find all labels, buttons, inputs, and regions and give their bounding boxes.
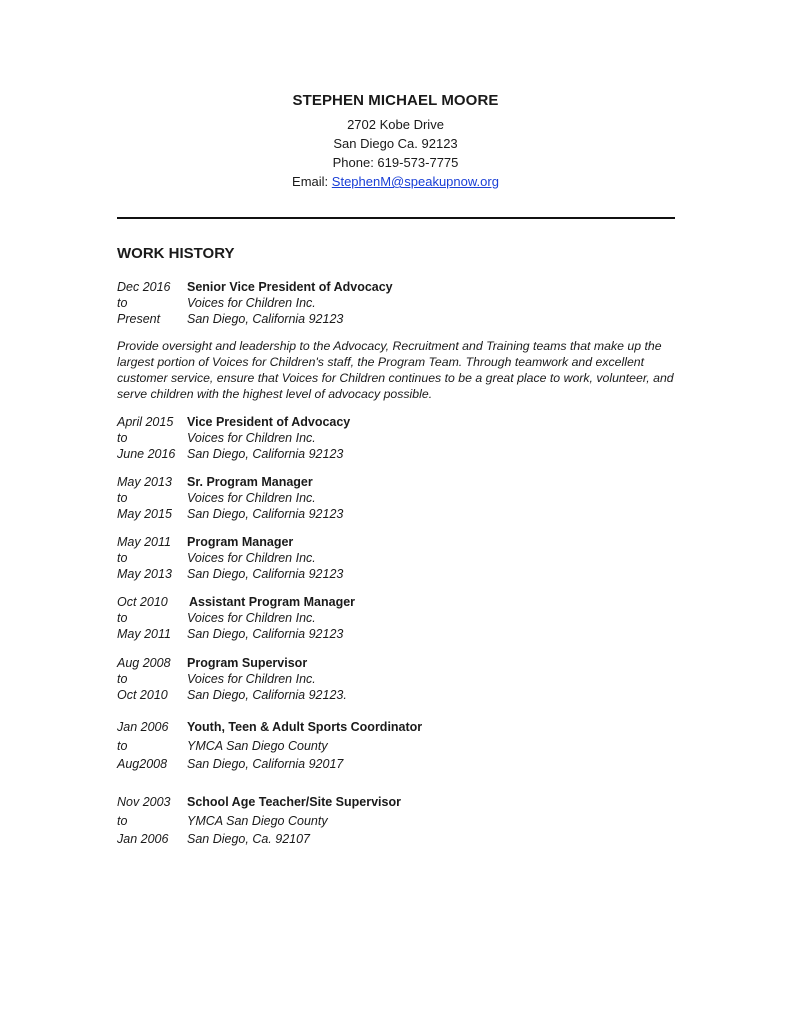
- job-title: Senior Vice President of Advocacy: [187, 280, 393, 294]
- resume-header: [0, 92, 791, 191]
- job-start-date: May 2013: [117, 475, 172, 489]
- job-to: to: [117, 296, 128, 310]
- job-entry: [117, 655, 677, 703]
- job-location: San Diego, California 92123: [187, 447, 344, 461]
- job-start-date: Aug 2008: [117, 656, 171, 670]
- job-organization: Voices for Children Inc.: [187, 551, 316, 565]
- email-link[interactable]: StephenM@speakupnow.org: [331, 174, 499, 189]
- header-divider: [117, 217, 675, 219]
- job-location: San Diego, California 92123: [187, 507, 344, 521]
- job-title: Assistant Program Manager: [189, 595, 356, 609]
- job-organization: YMCA San Diego County: [187, 738, 328, 753]
- job-to: to: [117, 672, 128, 686]
- job-location: San Diego, California 92017: [187, 757, 344, 771]
- job-location: San Diego, Ca. 92107: [187, 832, 311, 846]
- job-entry: [117, 279, 677, 327]
- job-title: School Age Teacher/Site Supervisor: [187, 795, 401, 809]
- job-end-date: Present: [117, 312, 161, 326]
- job-organization: Voices for Children Inc.: [187, 611, 316, 625]
- job-location: San Diego, California 92123: [187, 627, 344, 641]
- job-end-date: Jan 2006: [117, 832, 169, 846]
- job-title: Vice President of Advocacy: [187, 415, 351, 429]
- job-start-date: April 2015: [117, 415, 174, 429]
- job-title: Youth, Teen & Adult Sports Coordinator: [187, 720, 423, 734]
- job-organization: Voices for Children Inc.: [187, 296, 316, 310]
- job-organization: Voices for Children Inc.: [187, 491, 316, 505]
- job-start-date: May 2011: [117, 535, 171, 549]
- job-end-date: May 2011: [117, 627, 171, 641]
- job-start-date: Oct 2010: [117, 595, 168, 609]
- job-location: San Diego, California 92123: [187, 312, 344, 326]
- job-to: to: [117, 491, 128, 505]
- job-organization: YMCA San Diego County: [187, 813, 328, 828]
- address-line-2: San Diego Ca. 92123: [333, 136, 458, 151]
- job-organization: Voices for Children Inc.: [187, 431, 316, 445]
- job-title: Program Manager: [187, 535, 294, 549]
- job-start-date: Dec 2016: [117, 280, 171, 294]
- job-location: San Diego, California 92123.: [187, 688, 347, 702]
- section-title: WORK HISTORY: [117, 245, 235, 262]
- phone-line: Phone: 619-573-7775: [332, 155, 459, 170]
- job-entry: [117, 718, 677, 774]
- address-line-1: 2702 Kobe Drive: [347, 117, 444, 132]
- job-end-date: May 2015: [117, 507, 172, 521]
- job-description: Provide oversight and leadership to the Advocacy, Recruitment and Training teams that make up the largest portion of Voices for Children's staff, the Program Team. Through teamwork and excellent customer service, ensure that Voices for Children continues to be a great place to work, volunteer, and serve children with the highest level of advocacy possible.: [117, 339, 674, 401]
- job-location: San Diego, California 92123: [187, 567, 344, 581]
- candidate-name: STEPHEN MICHAEL MOORE: [292, 92, 499, 109]
- job-entry: [117, 793, 677, 849]
- job-organization: Voices for Children Inc.: [187, 672, 316, 686]
- job-title: Program Supervisor: [187, 656, 308, 670]
- job-end-date: May 2013: [117, 567, 172, 581]
- job-start-date: Jan 2006: [117, 720, 169, 734]
- job-end-date: Oct 2010: [117, 688, 168, 702]
- job-end-date: Aug2008: [117, 757, 168, 771]
- job-to: to: [117, 431, 128, 445]
- job-to: to: [117, 551, 128, 565]
- job-to: to: [117, 813, 128, 828]
- job-title: Sr. Program Manager: [187, 475, 313, 489]
- job-end-date: June 2016: [117, 447, 176, 461]
- job-to: to: [117, 611, 128, 625]
- job-entry: [117, 594, 677, 642]
- job-entry: [117, 474, 677, 522]
- job-start-date: Nov 2003: [117, 795, 171, 809]
- job-entry: [117, 414, 677, 462]
- job-entry: [117, 534, 677, 582]
- email-label: Email:: [292, 174, 329, 189]
- job-to: to: [117, 738, 128, 753]
- email-line: [0, 172, 791, 191]
